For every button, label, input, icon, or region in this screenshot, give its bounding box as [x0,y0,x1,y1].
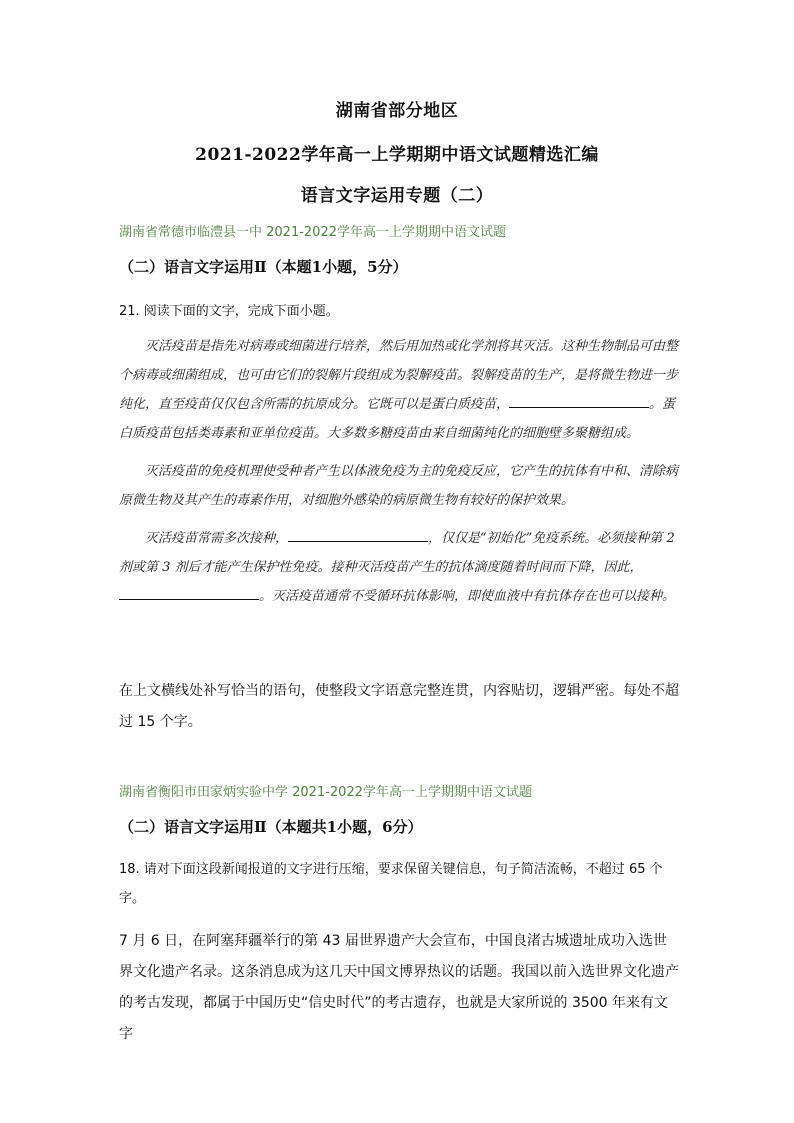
document-title-line3: 语言文字运用专题（二） [300,186,494,206]
passage-paragraph-2: 灭活疫苗的免疫机理使受种者产生以体液免疫为主的免疫反应，它产生的抗体有中和、清除病原微生物及其产生的毒素作用，对细胞外感染的病原微生物有较好的保护效果。 [119,464,679,508]
section1-source: 湖南省常德市临澧县一中 2021-2022学年高一上学期期中语文试题 [119,225,506,240]
passage-text: 灭活疫苗常需多次接种， [145,531,289,546]
section1-passage [119,332,679,611]
passage-text: 灭活疫苗是指先对病毒或细菌进行培养，然后用加热或化学剂将其灭活。这种生物制品可由整个病毒或细菌组成，也可由它们的裂解片段组成为裂解疫苗。裂解疫苗的生产，是将微生物进一步纯化，直至疫苗仅仅包含所需的抗原成分。它既可以是蛋白质疫苗， [119,339,679,412]
document-title-line1: 湖南省部分地区 [335,101,459,121]
answer-blank-2 [288,527,428,542]
answer-blank-1 [509,393,649,408]
passage-paragraph-1 [119,332,679,448]
passage-paragraph-3 [119,524,679,611]
section2-question: 18. 请对下面这段新闻报道的文字进行压缩，要求保留关键信息，句子简洁流畅，不超过 65 个字。 [119,862,663,906]
document-title-line2: 2021-2022学年高一上学期期中语文试题精选汇编 [195,145,599,165]
passage-text: ，仅仅是“初始化”免疫系统。必须接种第 2 剂或第 3 剂后才能产生保护性免疫。接种灭活疫苗产生的抗体滴度随着时间而下降，因此， [119,531,675,575]
section1-instruction: 在上文横线处补写恰当的语句，使整段文字语意完整连贯，内容贴切，逻辑严密。每处不超过 15 个字。 [119,683,679,730]
section1-heading: （二）语言文字运用Ⅱ（本题1小题，5分） [119,258,408,276]
section2-passage: 7 月 6 日，在阿塞拜疆举行的第 43 届世界遗产大会宣布，中国良渚古城遗址成功入选世界文化遗产名录。这条消息成为这几天中国文博界热议的话题。我国以前入选世界文化遗产的考古发现，都属于中国历史“信史时代”的考古遗存，也就是大家所说的 3500 年来有文字 [119,933,679,1042]
section1-question: 21. 阅读下面的文字，完成下面小题。 [119,304,339,319]
section2-heading: （二）语言文字运用Ⅱ（本题共1小题，6分） [119,818,423,836]
section2-source: 湖南省衡阳市田家炳实验中学 2021-2022学年高一上学期期中语文试题 [119,785,532,800]
passage-text: 。蛋白质疫苗包括类毒素和亚单位疫苗。大多数多糖疫苗由来自细菌纯化的细胞壁多聚糖组成。 [119,397,676,441]
answer-blank-3 [119,585,259,600]
passage-text: 。灭活疫苗通常不受循环抗体影响，即使血液中有抗体存在也可以接种。 [259,589,676,604]
